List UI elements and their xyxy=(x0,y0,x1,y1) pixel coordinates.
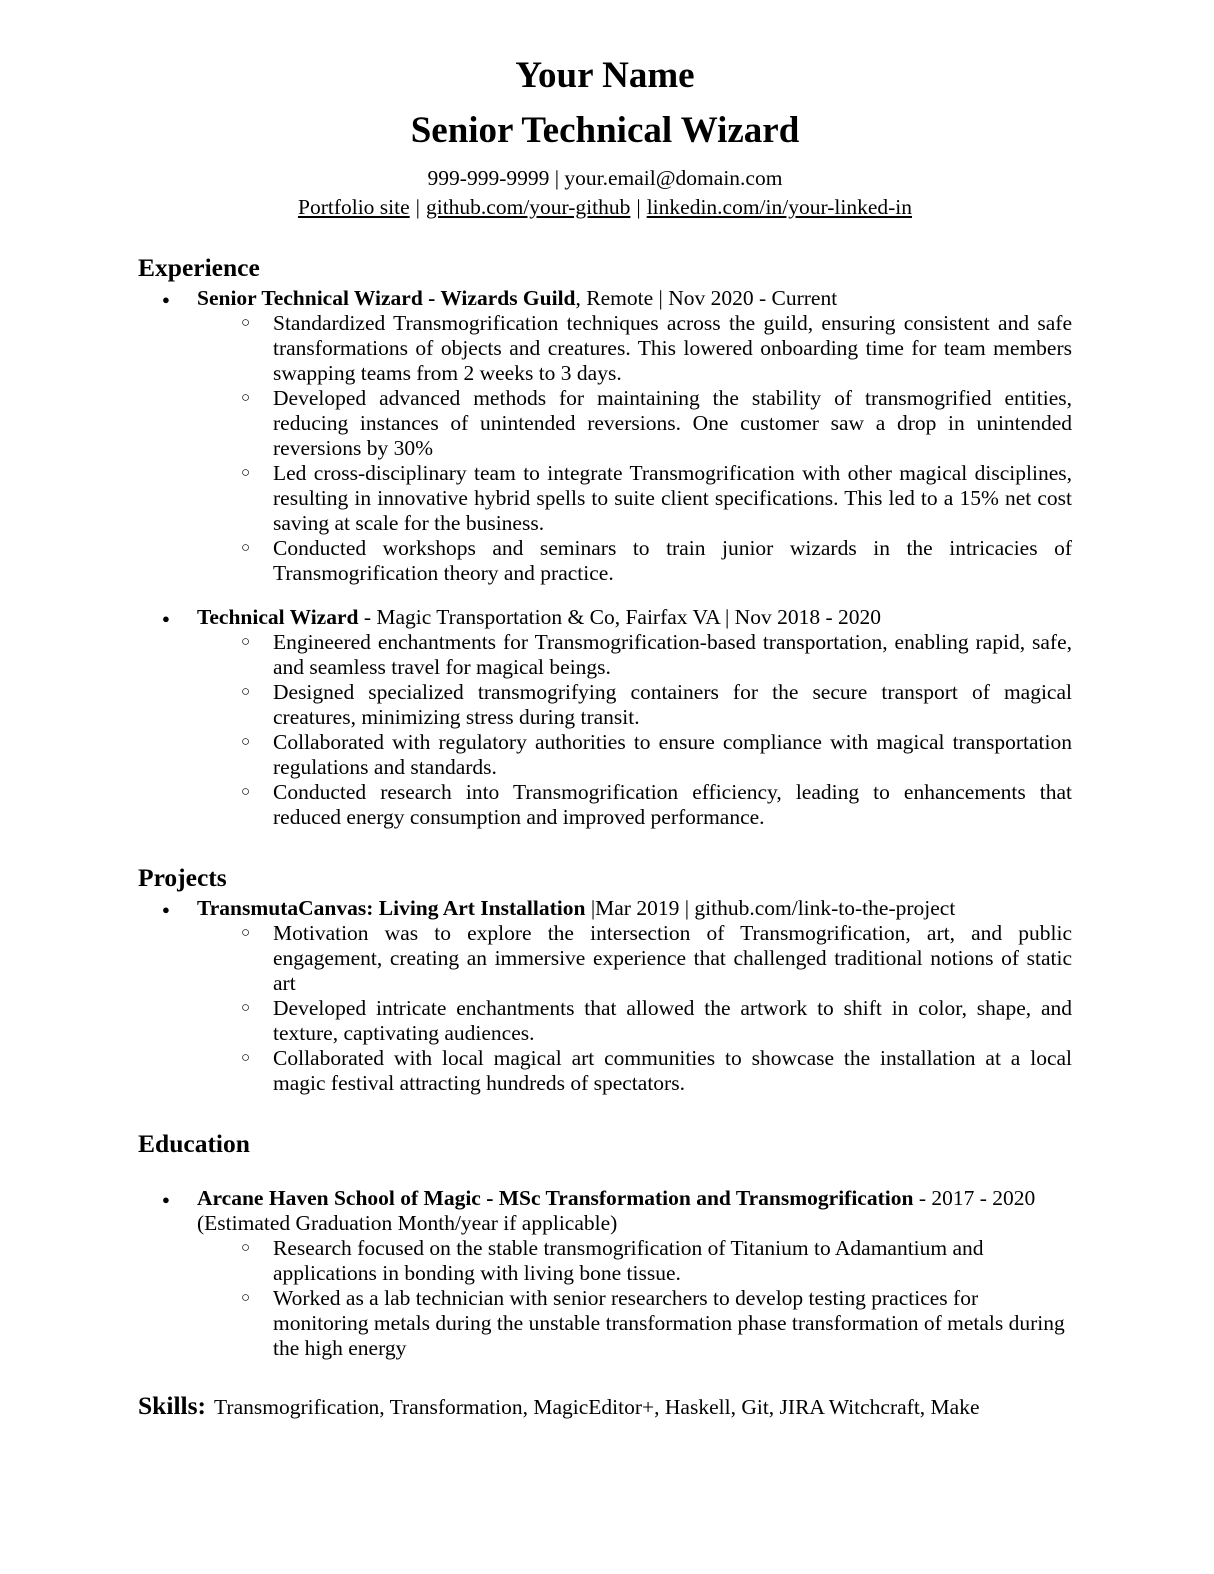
education-section xyxy=(138,1129,1072,1361)
job-bullet: ○ Conducted research into Transmogrification efficiency, leading to enhancements that reduced energy consumption and improved performance. xyxy=(138,780,1072,830)
job-meta: - Magic Transportation & Co, Fairfax VA | Nov 2018 - 2020 xyxy=(358,605,881,629)
project-title-row xyxy=(138,896,1072,921)
education-dates: - 2017 - 2020 xyxy=(913,1186,1036,1210)
school-and-degree: Arcane Haven School of Magic - MSc Transformation and Transmogrification xyxy=(197,1186,914,1210)
project-bullet: ○ Motivation was to explore the intersection of Transmogrification, art, and public engagement, creating an immersive experience that challenged traditional notions of static art xyxy=(138,921,1072,996)
links-line xyxy=(138,195,1072,220)
person-name: Your Name xyxy=(515,55,695,96)
project-bullet: ○ Collaborated with local magical art communities to showcase the installation at a local magic festival attracting hundreds of spectators. xyxy=(138,1046,1072,1096)
skills-text: Transmogrification, Transformation, MagicEditor+, Haskell, Git, JIRA Witchcraft, Make xyxy=(214,1395,980,1419)
github-link[interactable]: github.com/your-github xyxy=(425,195,631,219)
projects-section xyxy=(138,863,1072,1096)
education-bullet: ○ Research focused on the stable transmogrification of Titanium to Adamantium and applications in bonding with living bone tissue. xyxy=(138,1236,1072,1286)
education-note: (Estimated Graduation Month/year if applicable) xyxy=(197,1211,618,1235)
portfolio-link[interactable]: Portfolio site xyxy=(297,195,410,219)
job-bullet: ○ Conducted workshops and seminars to train junior wizards in the intricacies of Transmogrification theory and practice. xyxy=(138,536,1072,586)
contact-line: 999-999-9999 | your.email@domain.com xyxy=(427,166,783,190)
job-meta: , Remote | Nov 2020 - Current xyxy=(575,286,838,310)
job-bullet: ○ Standardized Transmogrification techniques across the guild, ensuring consistent and safe transformations of objects and creatures. This lowered onboarding time for team members swapping teams from 2 weeks to 3 days. xyxy=(138,311,1072,386)
skills-label: Skills: xyxy=(138,1391,207,1420)
job-title-row xyxy=(138,286,1072,311)
job-bullet: ○ Designed specialized transmogrifying containers for the secure transport of magical creatures, minimizing stress during transit. xyxy=(138,680,1072,730)
job-title: Technical Wizard xyxy=(197,605,359,629)
job-title: Senior Technical Wizard - Wizards Guild xyxy=(197,286,576,310)
job-bullet: ○ Developed advanced methods for maintaining the stability of transmogrified entities, reducing instances of unintended reversions. One customer saw a drop in unintended reversions by 30% xyxy=(138,386,1072,461)
project-title: TransmutaCanvas: Living Art Installation xyxy=(197,896,586,920)
project-meta: |Mar 2019 | github.com/link-to-the-project xyxy=(585,896,956,920)
link-separator: | xyxy=(636,195,641,219)
education-entry xyxy=(138,1186,1072,1361)
job-bullet: ○ Led cross-disciplinary team to integrate Transmogrification with other magical disciplines, resulting in innovative hybrid spells to suite client specifications. This led to a 15% net cost saving at scale for the business. xyxy=(138,461,1072,536)
job-title-row xyxy=(138,605,1072,630)
link-separator: | xyxy=(415,195,420,219)
experience-section xyxy=(138,253,1072,830)
project-entry xyxy=(138,896,1072,1096)
education-bullet: ○ Worked as a lab technician with senior researchers to develop testing practices for monitoring metals during the unstable transformation phase transformation of metals during the high energy xyxy=(138,1286,1072,1361)
job-entry xyxy=(138,605,1072,830)
job-bullet: ○ Engineered enchantments for Transmogrification-based transportation, enabling rapid, safe, and seamless travel for magical beings. xyxy=(138,630,1072,680)
linkedin-link[interactable]: linkedin.com/in/your-linked-in xyxy=(646,195,912,219)
job-entry xyxy=(138,286,1072,586)
experience-heading: Experience xyxy=(138,253,260,282)
education-title-row xyxy=(138,1186,1072,1211)
resume-header xyxy=(138,54,1072,220)
person-title: Senior Technical Wizard xyxy=(410,110,800,151)
skills-row xyxy=(138,1392,1072,1421)
education-heading: Education xyxy=(138,1129,250,1158)
job-bullet: ○ Collaborated with regulatory authorities to ensure compliance with magical transportation regulations and standards. xyxy=(138,730,1072,780)
projects-heading: Projects xyxy=(138,863,227,892)
project-bullet: ○ Developed intricate enchantments that allowed the artwork to shift in color, shape, and texture, captivating audiences. xyxy=(138,996,1072,1046)
